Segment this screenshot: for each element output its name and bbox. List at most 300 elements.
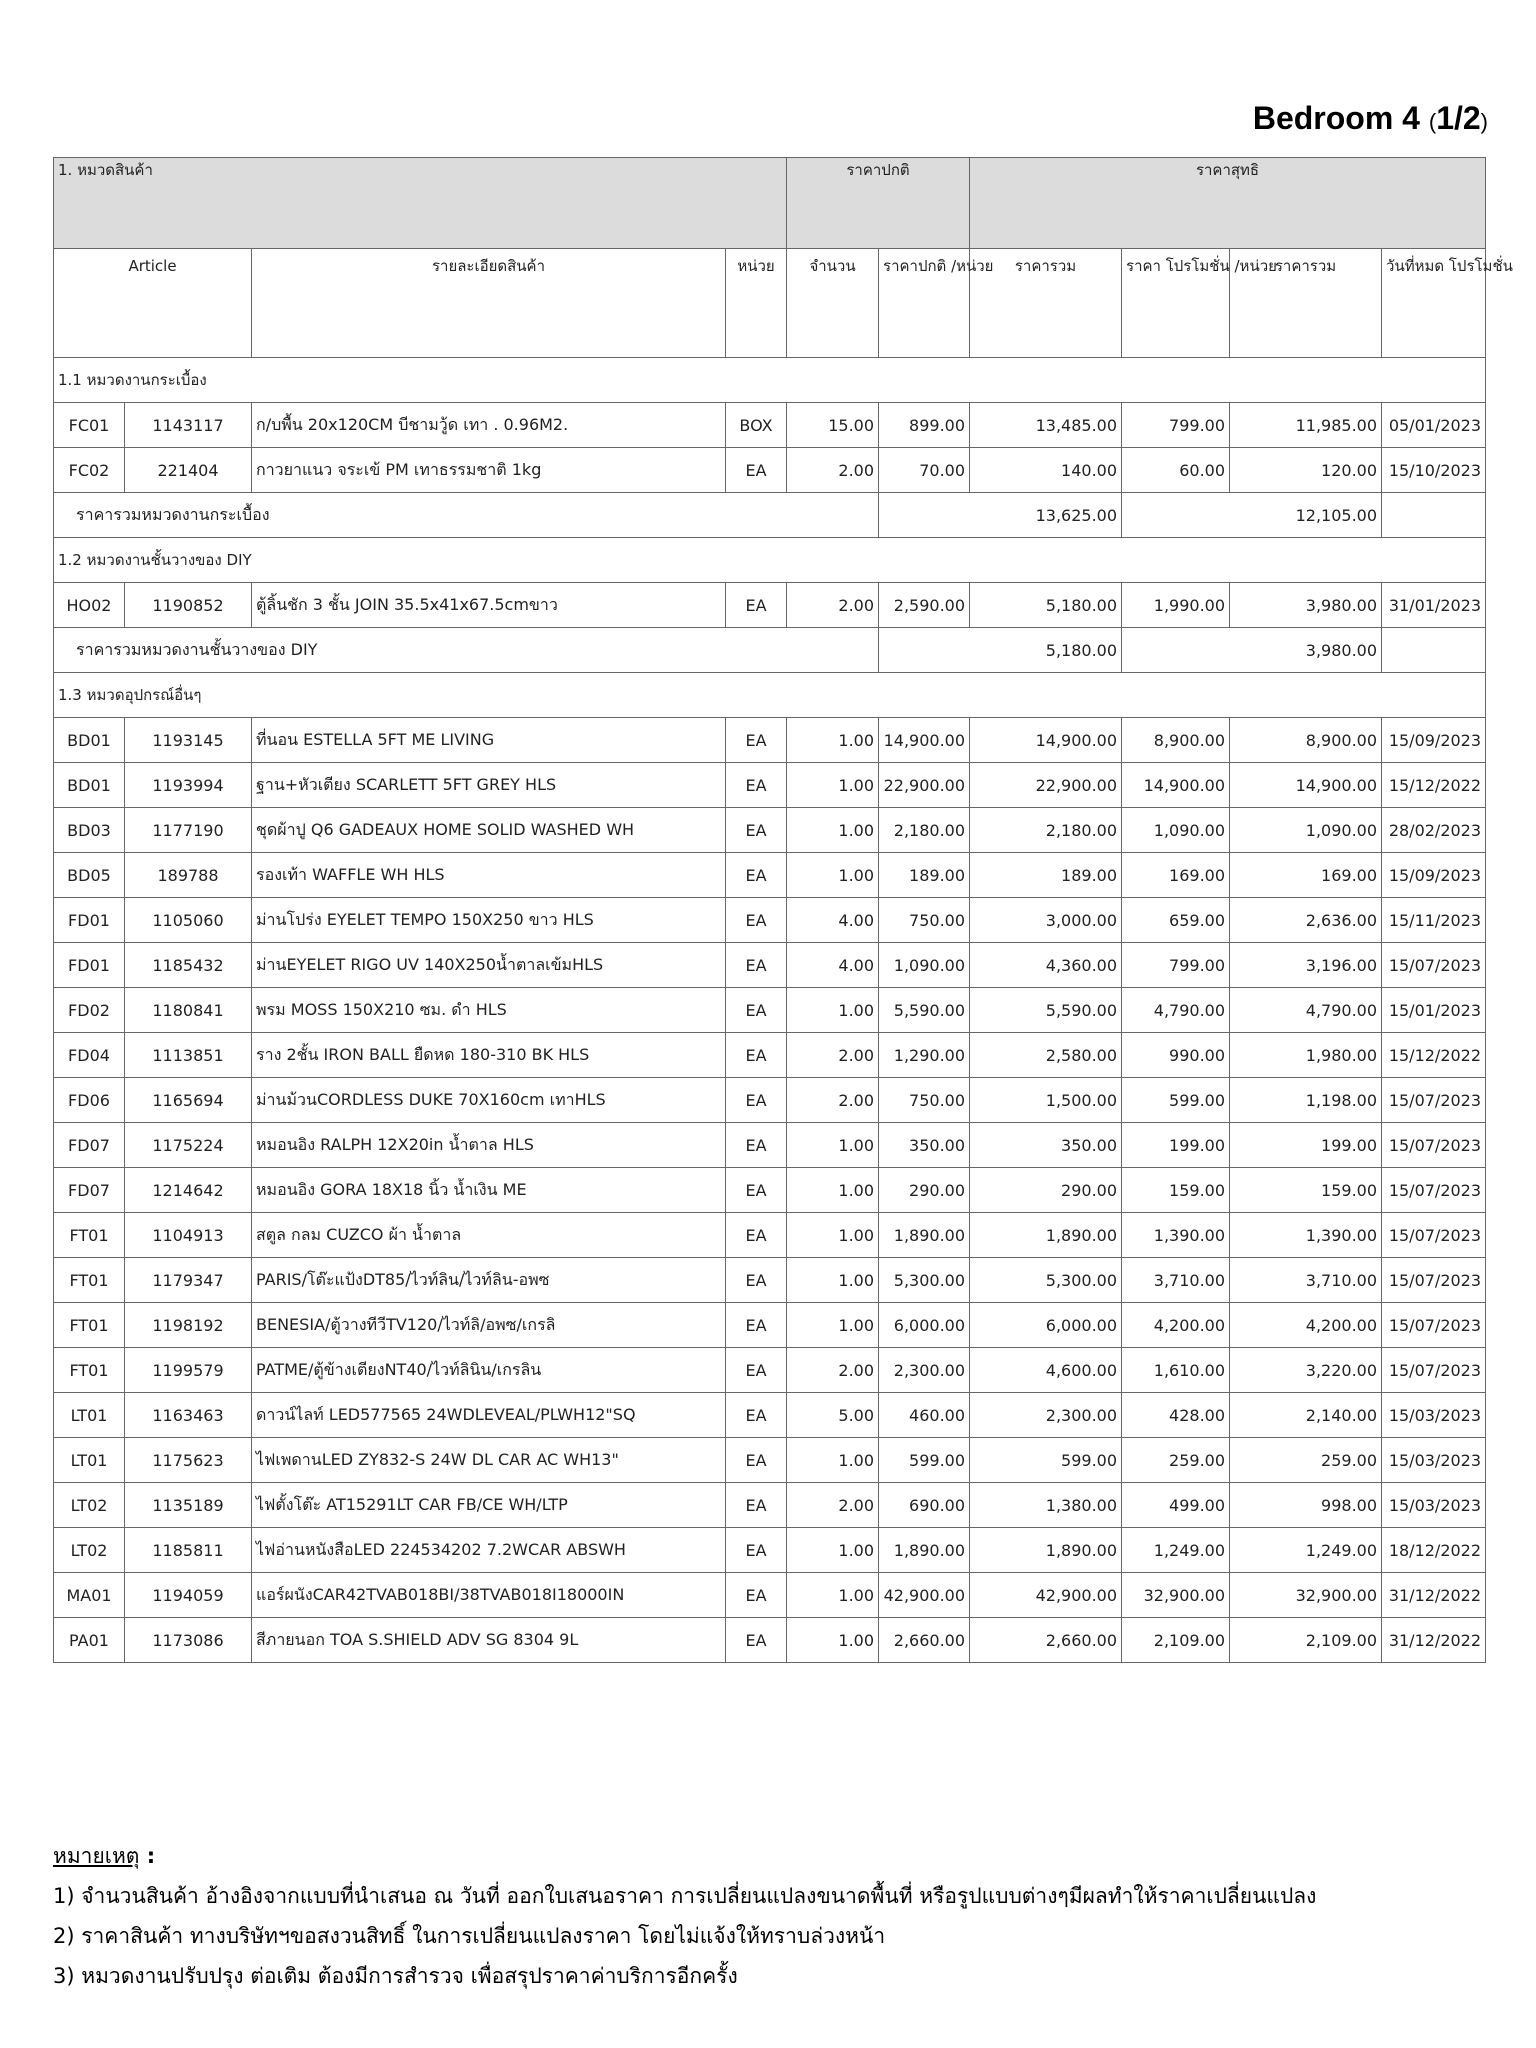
item-total: 4,360.00 bbox=[970, 943, 1122, 988]
item-unit: EA bbox=[726, 1573, 787, 1618]
item-unit: EA bbox=[726, 1438, 787, 1483]
item-promo-total: 998.00 bbox=[1230, 1483, 1382, 1528]
item-promo-end: 15/09/2023 bbox=[1382, 853, 1486, 898]
section-title: 1.1 หมวดงานกระเบื้อง bbox=[54, 358, 1486, 403]
item-qty: 2.00 bbox=[787, 448, 879, 493]
item-unit-price: 460.00 bbox=[879, 1393, 970, 1438]
table-row bbox=[54, 1033, 1486, 1078]
item-code: FD07 bbox=[54, 1168, 125, 1213]
item-qty: 1.00 bbox=[787, 1303, 879, 1348]
item-code: FC02 bbox=[54, 448, 125, 493]
item-article: 1194059 bbox=[125, 1573, 252, 1618]
item-qty: 1.00 bbox=[787, 853, 879, 898]
item-total: 2,580.00 bbox=[970, 1033, 1122, 1078]
item-unit: EA bbox=[726, 1078, 787, 1123]
table-row bbox=[54, 898, 1486, 943]
item-promo-end: 15/07/2023 bbox=[1382, 1213, 1486, 1258]
quote-table bbox=[53, 157, 1513, 1663]
item-promo-total: 159.00 bbox=[1230, 1168, 1382, 1213]
item-total: 5,180.00 bbox=[970, 583, 1122, 628]
subtotal-regular: 13,625.00 bbox=[879, 493, 1122, 538]
notes-colon: : bbox=[139, 1844, 156, 1868]
item-promo-end: 15/07/2023 bbox=[1382, 1348, 1486, 1393]
item-unit: EA bbox=[726, 1483, 787, 1528]
item-promo-total: 11,985.00 bbox=[1230, 403, 1382, 448]
item-promo-end: 15/07/2023 bbox=[1382, 1078, 1486, 1123]
item-code: PA01 bbox=[54, 1618, 125, 1663]
item-unit-price: 5,590.00 bbox=[879, 988, 970, 1033]
item-promo-price: 3,710.00 bbox=[1122, 1258, 1230, 1303]
item-promo-end: 05/01/2023 bbox=[1382, 403, 1486, 448]
item-total: 5,300.00 bbox=[970, 1258, 1122, 1303]
item-total: 2,660.00 bbox=[970, 1618, 1122, 1663]
col-qty-header: จำนวน bbox=[787, 249, 879, 358]
item-promo-total: 259.00 bbox=[1230, 1438, 1382, 1483]
item-total: 3,000.00 bbox=[970, 898, 1122, 943]
subtotal-empty bbox=[1382, 493, 1486, 538]
subtotal-row bbox=[54, 493, 1486, 538]
item-code: FT01 bbox=[54, 1258, 125, 1303]
table-row bbox=[54, 853, 1486, 898]
item-total: 22,900.00 bbox=[970, 763, 1122, 808]
item-qty: 1.00 bbox=[787, 763, 879, 808]
item-code: BD01 bbox=[54, 763, 125, 808]
item-promo-price: 1,090.00 bbox=[1122, 808, 1230, 853]
item-promo-price: 199.00 bbox=[1122, 1123, 1230, 1168]
item-unit-price: 750.00 bbox=[879, 898, 970, 943]
item-qty: 2.00 bbox=[787, 1348, 879, 1393]
item-article: 1214642 bbox=[125, 1168, 252, 1213]
category-header: 1. หมวดสินค้า bbox=[54, 158, 787, 249]
item-unit: EA bbox=[726, 1348, 787, 1393]
item-detail: ไฟเพดานLED ZY832-S 24W DL CAR AC WH13" bbox=[252, 1438, 726, 1483]
item-promo-end: 15/07/2023 bbox=[1382, 1123, 1486, 1168]
item-promo-end: 15/09/2023 bbox=[1382, 718, 1486, 763]
page-part: 1/2 bbox=[1436, 100, 1481, 136]
item-unit: EA bbox=[726, 898, 787, 943]
item-code: FC01 bbox=[54, 403, 125, 448]
item-qty: 1.00 bbox=[787, 1618, 879, 1663]
table-row bbox=[54, 1438, 1486, 1483]
item-promo-price: 32,900.00 bbox=[1122, 1573, 1230, 1618]
item-unit: EA bbox=[726, 1033, 787, 1078]
subtotal-regular: 5,180.00 bbox=[879, 628, 1122, 673]
header-group-row bbox=[54, 158, 1486, 249]
table-row bbox=[54, 1618, 1486, 1663]
item-unit-price: 599.00 bbox=[879, 1438, 970, 1483]
table-row bbox=[54, 1123, 1486, 1168]
section-header-row bbox=[54, 358, 1486, 403]
item-total: 2,180.00 bbox=[970, 808, 1122, 853]
item-code: FD04 bbox=[54, 1033, 125, 1078]
item-unit: EA bbox=[726, 988, 787, 1033]
item-promo-price: 1,249.00 bbox=[1122, 1528, 1230, 1573]
item-promo-price: 169.00 bbox=[1122, 853, 1230, 898]
item-promo-price: 2,109.00 bbox=[1122, 1618, 1230, 1663]
table-row bbox=[54, 808, 1486, 853]
item-article: 1185811 bbox=[125, 1528, 252, 1573]
item-promo-price: 14,900.00 bbox=[1122, 763, 1230, 808]
subtotal-label: ราคารวมหมวดงานกระเบื้อง bbox=[54, 493, 879, 538]
item-unit-price: 2,660.00 bbox=[879, 1618, 970, 1663]
item-promo-price: 428.00 bbox=[1122, 1393, 1230, 1438]
item-unit-price: 290.00 bbox=[879, 1168, 970, 1213]
item-detail: รองเท้า WAFFLE WH HLS bbox=[252, 853, 726, 898]
page-title bbox=[1253, 100, 1488, 137]
item-detail: BENESIA/ตู้วางทีวีTV120/ไวท์ลิ/อพซ/เกรลิ bbox=[252, 1303, 726, 1348]
section-title: 1.2 หมวดงานชั้นวางของ DIY bbox=[54, 538, 1486, 583]
item-article: 1199579 bbox=[125, 1348, 252, 1393]
item-unit-price: 899.00 bbox=[879, 403, 970, 448]
item-code: FT01 bbox=[54, 1213, 125, 1258]
item-promo-end: 15/11/2023 bbox=[1382, 898, 1486, 943]
item-detail: ดาวน์ไลท์ LED577565 24WDLEVEAL/PLWH12"SQ bbox=[252, 1393, 726, 1438]
item-detail: แอร์ผนังCAR42TVAB018BI/38TVAB018I18000IN bbox=[252, 1573, 726, 1618]
regular-price-header: ราคาปกติ bbox=[787, 158, 970, 249]
item-unit: EA bbox=[726, 1258, 787, 1303]
item-total: 189.00 bbox=[970, 853, 1122, 898]
item-unit: EA bbox=[726, 1213, 787, 1258]
item-qty: 1.00 bbox=[787, 1438, 879, 1483]
item-unit: EA bbox=[726, 1123, 787, 1168]
item-unit-price: 5,300.00 bbox=[879, 1258, 970, 1303]
item-qty: 2.00 bbox=[787, 1033, 879, 1078]
item-promo-price: 1,390.00 bbox=[1122, 1213, 1230, 1258]
item-promo-price: 60.00 bbox=[1122, 448, 1230, 493]
item-unit-price: 22,900.00 bbox=[879, 763, 970, 808]
item-unit: EA bbox=[726, 718, 787, 763]
item-promo-price: 1,610.00 bbox=[1122, 1348, 1230, 1393]
item-article: 1175224 bbox=[125, 1123, 252, 1168]
table-row bbox=[54, 1483, 1486, 1528]
table-row bbox=[54, 1078, 1486, 1123]
item-detail: ม่านโปร่ง EYELET TEMPO 150X250 ขาว HLS bbox=[252, 898, 726, 943]
item-code: FD07 bbox=[54, 1123, 125, 1168]
item-promo-end: 15/07/2023 bbox=[1382, 1258, 1486, 1303]
item-total: 1,500.00 bbox=[970, 1078, 1122, 1123]
note-line-2: 2) ราคาสินค้า ทางบริษัทฯขอสงวนสิทธิ์ ในการเปลี่ยนแปลงราคา โดยไม่แจ้งให้ทราบล่วงหน้า bbox=[53, 1924, 886, 1948]
item-article: 1179347 bbox=[125, 1258, 252, 1303]
item-promo-end: 15/12/2022 bbox=[1382, 1033, 1486, 1078]
item-qty: 4.00 bbox=[787, 898, 879, 943]
item-unit-price: 1,890.00 bbox=[879, 1528, 970, 1573]
item-promo-end: 28/02/2023 bbox=[1382, 808, 1486, 853]
item-unit-price: 2,590.00 bbox=[879, 583, 970, 628]
table-row bbox=[54, 583, 1486, 628]
item-unit: EA bbox=[726, 808, 787, 853]
item-total: 2,300.00 bbox=[970, 1393, 1122, 1438]
item-code: BD01 bbox=[54, 718, 125, 763]
item-article: 1180841 bbox=[125, 988, 252, 1033]
item-promo-total: 4,200.00 bbox=[1230, 1303, 1382, 1348]
note-line-1: 1) จำนวนสินค้า อ้างอิงจากแบบที่นำเสนอ ณ วันที่ ออกใบเสนอราคา การเปลี่ยนแปลงขนาดพื้นที่ หรือรูปแบบต่างๆมีผลทำให้ราคาเปลี่ยนแปลง bbox=[53, 1884, 1317, 1908]
item-qty: 2.00 bbox=[787, 583, 879, 628]
table-row bbox=[54, 1168, 1486, 1213]
item-detail: ชุดผ้าปู Q6 GADEAUX HOME SOLID WASHED WH bbox=[252, 808, 726, 853]
col-promo-end-header: วันที่หมด โปรโมชั่น bbox=[1382, 249, 1486, 358]
item-code: BD05 bbox=[54, 853, 125, 898]
item-detail: ตู้ลิ้นชัก 3 ชั้น JOIN 35.5x41x67.5cmขาว bbox=[252, 583, 726, 628]
item-qty: 1.00 bbox=[787, 1213, 879, 1258]
quote-table-body bbox=[54, 158, 1513, 1663]
item-article: 1105060 bbox=[125, 898, 252, 943]
item-qty: 1.00 bbox=[787, 1573, 879, 1618]
table-row bbox=[54, 1528, 1486, 1573]
item-article: 1104913 bbox=[125, 1213, 252, 1258]
item-promo-total: 8,900.00 bbox=[1230, 718, 1382, 763]
item-promo-total: 120.00 bbox=[1230, 448, 1382, 493]
item-unit-price: 6,000.00 bbox=[879, 1303, 970, 1348]
item-promo-end: 15/10/2023 bbox=[1382, 448, 1486, 493]
item-promo-price: 499.00 bbox=[1122, 1483, 1230, 1528]
section-header-row bbox=[54, 538, 1486, 583]
item-unit: EA bbox=[726, 583, 787, 628]
item-promo-total: 32,900.00 bbox=[1230, 1573, 1382, 1618]
item-promo-end: 31/12/2022 bbox=[1382, 1618, 1486, 1663]
item-detail: PARIS/โต๊ะแป้งDT85/ไวท์ลิน/ไวท์ลิน-อพซ bbox=[252, 1258, 726, 1303]
item-unit-price: 750.00 bbox=[879, 1078, 970, 1123]
item-promo-total: 2,109.00 bbox=[1230, 1618, 1382, 1663]
item-detail: ไฟตั้งโต๊ะ AT15291LT CAR FB/CE WH/LTP bbox=[252, 1483, 726, 1528]
item-article: 1173086 bbox=[125, 1618, 252, 1663]
item-promo-price: 4,790.00 bbox=[1122, 988, 1230, 1033]
item-qty: 4.00 bbox=[787, 943, 879, 988]
item-promo-price: 159.00 bbox=[1122, 1168, 1230, 1213]
col-detail-header: รายละเอียดสินค้า bbox=[252, 249, 726, 358]
item-total: 42,900.00 bbox=[970, 1573, 1122, 1618]
table-row bbox=[54, 403, 1486, 448]
page-title-main: Bedroom 4 bbox=[1252, 100, 1420, 136]
col-unit-price-header: ราคาปกติ /หน่วย bbox=[879, 249, 970, 358]
item-article: 1143117 bbox=[125, 403, 252, 448]
item-total: 14,900.00 bbox=[970, 718, 1122, 763]
item-total: 4,600.00 bbox=[970, 1348, 1122, 1393]
item-promo-price: 1,990.00 bbox=[1122, 583, 1230, 628]
item-code: LT01 bbox=[54, 1393, 125, 1438]
item-unit-price: 189.00 bbox=[879, 853, 970, 898]
item-unit-price: 1,890.00 bbox=[879, 1213, 970, 1258]
item-unit: EA bbox=[726, 943, 787, 988]
item-qty: 1.00 bbox=[787, 808, 879, 853]
item-code: LT01 bbox=[54, 1438, 125, 1483]
item-unit: EA bbox=[726, 1528, 787, 1573]
item-unit: EA bbox=[726, 1393, 787, 1438]
item-qty: 2.00 bbox=[787, 1483, 879, 1528]
item-total: 1,380.00 bbox=[970, 1483, 1122, 1528]
item-code: LT02 bbox=[54, 1483, 125, 1528]
item-article: 1113851 bbox=[125, 1033, 252, 1078]
notes-heading: หมายเหตุ bbox=[53, 1844, 140, 1868]
item-article: 1163463 bbox=[125, 1393, 252, 1438]
item-detail: หมอนอิง GORA 18X18 นิ้ว น้ำเงิน ME bbox=[252, 1168, 726, 1213]
item-promo-total: 169.00 bbox=[1230, 853, 1382, 898]
item-promo-end: 31/01/2023 bbox=[1382, 583, 1486, 628]
table-row bbox=[54, 1303, 1486, 1348]
table-row bbox=[54, 1258, 1486, 1303]
item-promo-total: 1,980.00 bbox=[1230, 1033, 1382, 1078]
item-promo-price: 799.00 bbox=[1122, 943, 1230, 988]
item-promo-total: 3,980.00 bbox=[1230, 583, 1382, 628]
col-article-header: Article bbox=[54, 249, 252, 358]
item-article: 1177190 bbox=[125, 808, 252, 853]
table-row bbox=[54, 988, 1486, 1033]
item-code: LT02 bbox=[54, 1528, 125, 1573]
table-row bbox=[54, 943, 1486, 988]
item-unit: EA bbox=[726, 448, 787, 493]
item-unit-price: 1,290.00 bbox=[879, 1033, 970, 1078]
item-article: 1198192 bbox=[125, 1303, 252, 1348]
item-article: 1193145 bbox=[125, 718, 252, 763]
col-unit-header: หน่วย bbox=[726, 249, 787, 358]
item-article: 1193994 bbox=[125, 763, 252, 808]
item-code: FD02 bbox=[54, 988, 125, 1033]
item-code: BD03 bbox=[54, 808, 125, 853]
item-detail: หมอนอิง RALPH 12X20in น้ำตาล HLS bbox=[252, 1123, 726, 1168]
table-row bbox=[54, 1573, 1486, 1618]
item-code: HO02 bbox=[54, 583, 125, 628]
item-unit: EA bbox=[726, 1618, 787, 1663]
item-detail: กาวยาแนว จระเข้ PM เทาธรรมชาติ 1kg bbox=[252, 448, 726, 493]
item-total: 13,485.00 bbox=[970, 403, 1122, 448]
item-promo-end: 15/07/2023 bbox=[1382, 1168, 1486, 1213]
item-qty: 2.00 bbox=[787, 1078, 879, 1123]
column-header-row bbox=[54, 249, 1486, 358]
item-qty: 1.00 bbox=[787, 1528, 879, 1573]
item-unit-price: 14,900.00 bbox=[879, 718, 970, 763]
item-promo-end: 15/07/2023 bbox=[1382, 1303, 1486, 1348]
item-code: FT01 bbox=[54, 1348, 125, 1393]
item-promo-end: 15/01/2023 bbox=[1382, 988, 1486, 1033]
item-promo-price: 799.00 bbox=[1122, 403, 1230, 448]
item-promo-end: 15/03/2023 bbox=[1382, 1438, 1486, 1483]
item-code: FD01 bbox=[54, 898, 125, 943]
item-promo-end: 15/03/2023 bbox=[1382, 1483, 1486, 1528]
item-promo-total: 3,710.00 bbox=[1230, 1258, 1382, 1303]
item-article: 221404 bbox=[125, 448, 252, 493]
item-promo-total: 2,140.00 bbox=[1230, 1393, 1382, 1438]
item-total: 350.00 bbox=[970, 1123, 1122, 1168]
item-qty: 1.00 bbox=[787, 1168, 879, 1213]
item-unit-price: 42,900.00 bbox=[879, 1573, 970, 1618]
item-promo-price: 259.00 bbox=[1122, 1438, 1230, 1483]
item-article: 1165694 bbox=[125, 1078, 252, 1123]
item-promo-end: 15/03/2023 bbox=[1382, 1393, 1486, 1438]
item-promo-price: 659.00 bbox=[1122, 898, 1230, 943]
item-promo-total: 1,198.00 bbox=[1230, 1078, 1382, 1123]
item-promo-price: 4,200.00 bbox=[1122, 1303, 1230, 1348]
title-open-paren: ( bbox=[1428, 109, 1437, 134]
subtotal-empty bbox=[1382, 628, 1486, 673]
item-promo-price: 990.00 bbox=[1122, 1033, 1230, 1078]
item-unit: EA bbox=[726, 853, 787, 898]
item-total: 6,000.00 bbox=[970, 1303, 1122, 1348]
item-detail: สีภายนอก TOA S.SHIELD ADV SG 8304 9L bbox=[252, 1618, 726, 1663]
item-promo-price: 8,900.00 bbox=[1122, 718, 1230, 763]
item-total: 140.00 bbox=[970, 448, 1122, 493]
item-promo-total: 1,249.00 bbox=[1230, 1528, 1382, 1573]
item-qty: 1.00 bbox=[787, 988, 879, 1033]
item-detail: ก/บพื้น 20x120CM บีชามวู้ด เทา . 0.96M2. bbox=[252, 403, 726, 448]
item-detail: ฐาน+หัวเตียง SCARLETT 5FT GREY HLS bbox=[252, 763, 726, 808]
table-row bbox=[54, 1393, 1486, 1438]
item-promo-total: 3,220.00 bbox=[1230, 1348, 1382, 1393]
item-promo-total: 1,390.00 bbox=[1230, 1213, 1382, 1258]
item-code: MA01 bbox=[54, 1573, 125, 1618]
col-total-header: ราคารวม bbox=[970, 249, 1122, 358]
item-qty: 1.00 bbox=[787, 1258, 879, 1303]
item-qty: 15.00 bbox=[787, 403, 879, 448]
item-unit: BOX bbox=[726, 403, 787, 448]
table-row bbox=[54, 1348, 1486, 1393]
item-qty: 1.00 bbox=[787, 718, 879, 763]
item-promo-end: 31/12/2022 bbox=[1382, 1573, 1486, 1618]
subtotal-label: ราคารวมหมวดงานชั้นวางของ DIY bbox=[54, 628, 879, 673]
item-promo-total: 14,900.00 bbox=[1230, 763, 1382, 808]
item-article: 1175623 bbox=[125, 1438, 252, 1483]
item-unit-price: 1,090.00 bbox=[879, 943, 970, 988]
item-detail: ราง 2ชั้น IRON BALL ยืดหด 180-310 BK HLS bbox=[252, 1033, 726, 1078]
item-promo-total: 3,196.00 bbox=[1230, 943, 1382, 988]
item-unit-price: 2,180.00 bbox=[879, 808, 970, 853]
item-article: 1185432 bbox=[125, 943, 252, 988]
item-qty: 5.00 bbox=[787, 1393, 879, 1438]
item-promo-price: 599.00 bbox=[1122, 1078, 1230, 1123]
item-unit-price: 70.00 bbox=[879, 448, 970, 493]
item-detail: สตูล กลม CUZCO ผ้า น้ำตาล bbox=[252, 1213, 726, 1258]
section-header-row bbox=[54, 673, 1486, 718]
col-promo-total-header: ราคารวม bbox=[1230, 249, 1382, 358]
item-promo-total: 2,636.00 bbox=[1230, 898, 1382, 943]
item-promo-end: 18/12/2022 bbox=[1382, 1528, 1486, 1573]
item-code: FT01 bbox=[54, 1303, 125, 1348]
item-promo-total: 199.00 bbox=[1230, 1123, 1382, 1168]
item-unit-price: 2,300.00 bbox=[879, 1348, 970, 1393]
item-unit-price: 690.00 bbox=[879, 1483, 970, 1528]
item-total: 5,590.00 bbox=[970, 988, 1122, 1033]
item-total: 1,890.00 bbox=[970, 1528, 1122, 1573]
net-price-header: ราคาสุทธิ bbox=[970, 158, 1486, 249]
item-qty: 1.00 bbox=[787, 1123, 879, 1168]
item-unit-price: 350.00 bbox=[879, 1123, 970, 1168]
item-detail: ม่านEYELET RIGO UV 140X250น้ำตาลเข้มHLS bbox=[252, 943, 726, 988]
item-promo-total: 4,790.00 bbox=[1230, 988, 1382, 1033]
item-detail: ไฟอ่านหนังสือLED 224534202 7.2WCAR ABSWH bbox=[252, 1528, 726, 1573]
item-unit: EA bbox=[726, 763, 787, 808]
item-detail: พรม MOSS 150X210 ซม. ดำ HLS bbox=[252, 988, 726, 1033]
item-article: 189788 bbox=[125, 853, 252, 898]
item-code: FD01 bbox=[54, 943, 125, 988]
item-detail: PATME/ตู้ข้างเตียงNT40/ไวท์ลินิน/เกรลิน bbox=[252, 1348, 726, 1393]
table-row bbox=[54, 763, 1486, 808]
item-detail: ที่นอน ESTELLA 5FT ME LIVING bbox=[252, 718, 726, 763]
notes bbox=[53, 1836, 1316, 1996]
item-code: FD06 bbox=[54, 1078, 125, 1123]
subtotal-net: 3,980.00 bbox=[1122, 628, 1382, 673]
item-article: 1135189 bbox=[125, 1483, 252, 1528]
subtotal-net: 12,105.00 bbox=[1122, 493, 1382, 538]
item-detail: ม่านม้วนCORDLESS DUKE 70X160cm เทาHLS bbox=[252, 1078, 726, 1123]
item-total: 1,890.00 bbox=[970, 1213, 1122, 1258]
item-total: 290.00 bbox=[970, 1168, 1122, 1213]
item-promo-end: 15/12/2022 bbox=[1382, 763, 1486, 808]
note-line-3: 3) หมวดงานปรับปรุง ต่อเติม ต้องมีการสำรวจ เพื่อสรุปราคาค่าบริการอีกครั้ง bbox=[53, 1964, 738, 1988]
section-title: 1.3 หมวดอุปกรณ์อื่นๆ bbox=[54, 673, 1486, 718]
item-total: 599.00 bbox=[970, 1438, 1122, 1483]
item-unit: EA bbox=[726, 1303, 787, 1348]
title-close-paren: ) bbox=[1480, 109, 1488, 134]
item-unit: EA bbox=[726, 1168, 787, 1213]
item-promo-end: 15/07/2023 bbox=[1382, 943, 1486, 988]
